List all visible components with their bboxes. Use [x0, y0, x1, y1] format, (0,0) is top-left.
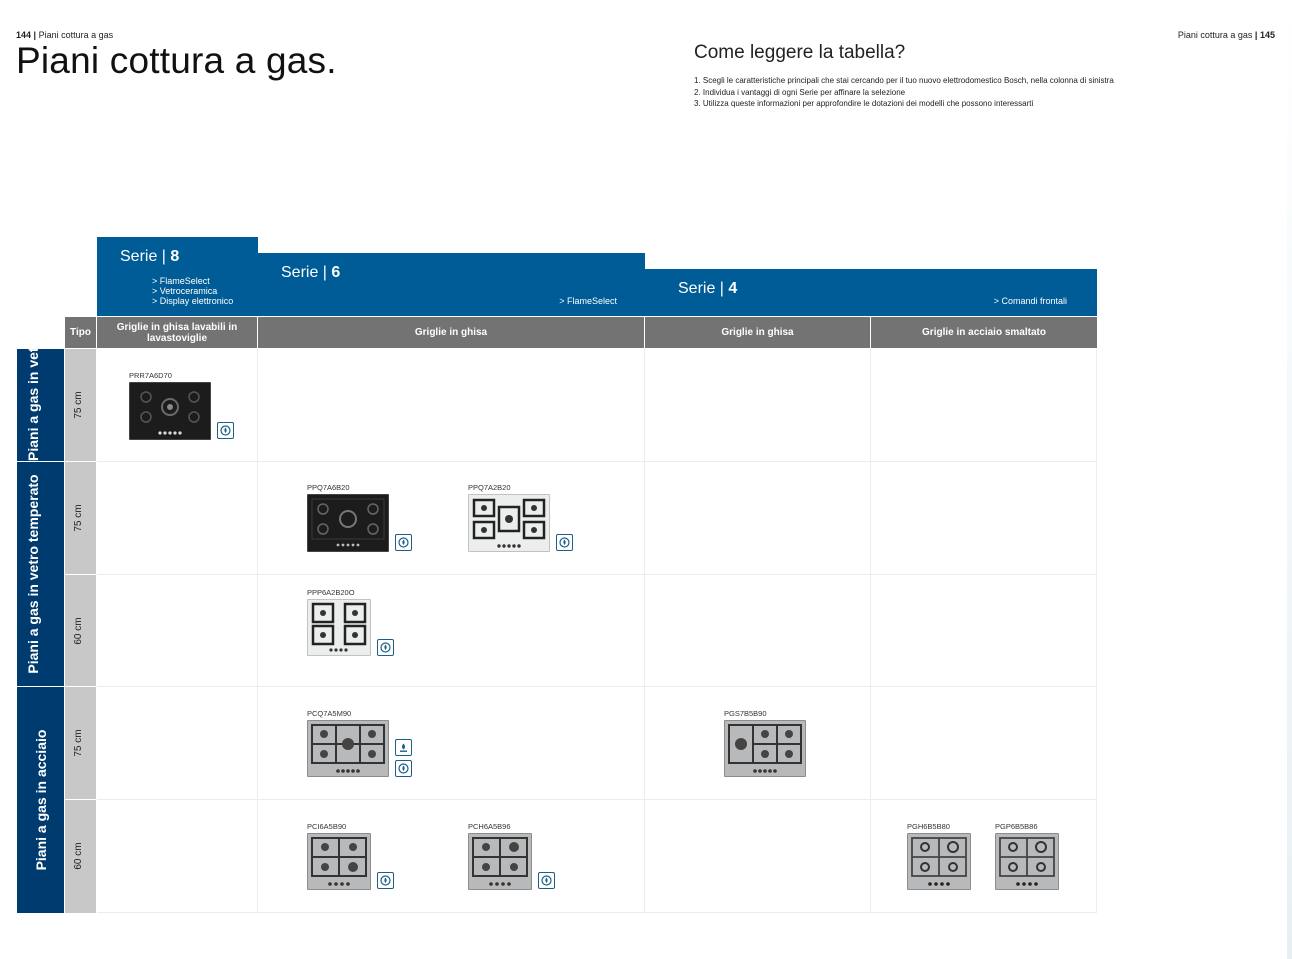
grid-line: [97, 912, 1097, 913]
model-code: PPQ7A6B20: [307, 483, 350, 492]
how-to-read-step: 1. Scegli le caratteristiche principali che stai cercando per il tuo nuovo elettrodomestico Bosch, nella colonna di sinistra: [694, 76, 1114, 85]
size-cell: [65, 462, 96, 574]
right-page-number: 145: [1259, 30, 1275, 40]
size-label: 60 cm: [73, 617, 84, 645]
wok-badge-icon: [395, 739, 412, 756]
category-cell: [17, 462, 64, 686]
series-4-header: [645, 269, 1097, 316]
model-code: PPP6A2B20O: [307, 588, 355, 597]
category-label: Piani a gas in acciaio: [33, 729, 49, 871]
hob-image: [995, 833, 1059, 890]
series-6-header: [258, 253, 645, 316]
right-page-header: Piani cottura a gas | 145: [1177, 30, 1275, 40]
hob-image: [468, 833, 532, 890]
how-to-read-step: 2. Individua i vantaggi di ogni Serie per affinare la selezione: [694, 87, 906, 97]
right-section-name: Piani cottura a gas: [1177, 30, 1253, 40]
grid-line: [870, 349, 871, 913]
category-cell: [17, 687, 64, 913]
grid-line: [97, 686, 1097, 687]
page-title: Piani cottura a gas.: [16, 40, 337, 81]
size-label: 60 cm: [73, 842, 84, 870]
grid-line: [97, 461, 1097, 462]
flame-badge-icon: [377, 872, 394, 889]
flame-badge-icon: [217, 422, 234, 439]
hob-image: [907, 833, 971, 890]
grid-line: [97, 574, 1097, 575]
category-label: Piani a gas in vetro temperato: [25, 474, 41, 674]
grid-line: [1096, 349, 1097, 913]
hob-image: [129, 382, 211, 440]
series-8-title: Serie | 8: [120, 248, 180, 265]
model-code: PCH6A5B96: [468, 822, 511, 831]
model-code: PGS7B5B90: [724, 709, 767, 718]
model-code: PGH6B5B80: [907, 822, 950, 831]
column-header: Griglie in ghisa lavabili in lavastoviglie: [97, 317, 257, 348]
hob-image: [307, 833, 371, 890]
grid-line: [97, 799, 1097, 800]
series-4-title: Serie | 4: [678, 280, 738, 297]
how-to-read-steps: [694, 75, 1114, 110]
series-4-features: > Comandi frontali: [993, 296, 1067, 306]
size-cell: [65, 800, 96, 913]
category-label: Piani a gas in vetroceramica: [25, 272, 41, 461]
hob-image: [724, 720, 806, 777]
hob-image: [307, 599, 371, 656]
size-cell: [65, 349, 96, 461]
how-to-read-step: 3. Utilizza queste informazioni per approfondire le dotazioni dei modelli che possono interessarti: [694, 99, 1034, 108]
hob-image: [468, 494, 550, 552]
flame-badge-icon: [395, 760, 412, 777]
left-section-name: Piani cottura a gas: [38, 30, 114, 40]
how-to-read-title: Come leggere la tabella?: [694, 42, 906, 63]
flame-badge-icon: [377, 639, 394, 656]
flame-badge-icon: [538, 872, 555, 889]
flame-badge-icon: [395, 534, 412, 551]
tipo-header: Tipo: [65, 317, 96, 348]
model-code: PGP6B5B86: [995, 822, 1038, 831]
page-edge: [1287, 0, 1292, 959]
flame-badge-icon: [556, 534, 573, 551]
model-code: PCQ7A5M90: [307, 709, 352, 718]
model-code: PPQ7A2B20: [468, 483, 511, 492]
column-header: Griglie in acciaio smaltato: [871, 317, 1097, 348]
left-page-header: 144 | Piani cottura a gas: [16, 30, 114, 40]
column-header: Griglie in ghisa: [645, 317, 870, 348]
hob-image: [307, 494, 389, 552]
model-code: PRR7A6D70: [129, 371, 172, 380]
left-page-number: 144: [16, 30, 32, 40]
series-8-header: [97, 237, 258, 316]
grid-line: [257, 349, 258, 913]
series-6-features: > FlameSelect: [559, 296, 617, 306]
grid-line: [644, 349, 645, 913]
model-code: PCI6A5B90: [307, 822, 347, 831]
series-8-features: > FlameSelect > Vetroceramica > Display elettronico: [152, 276, 234, 306]
category-cell: [17, 272, 64, 461]
hob-image: [307, 720, 389, 777]
size-label: 75 cm: [73, 504, 84, 532]
size-cell: [65, 687, 96, 799]
column-header: Griglie in ghisa: [258, 317, 644, 348]
series-6-title: Serie | 6: [281, 264, 341, 281]
size-label: 75 cm: [73, 729, 84, 757]
size-cell: [65, 575, 96, 686]
size-label: 75 cm: [73, 391, 84, 419]
